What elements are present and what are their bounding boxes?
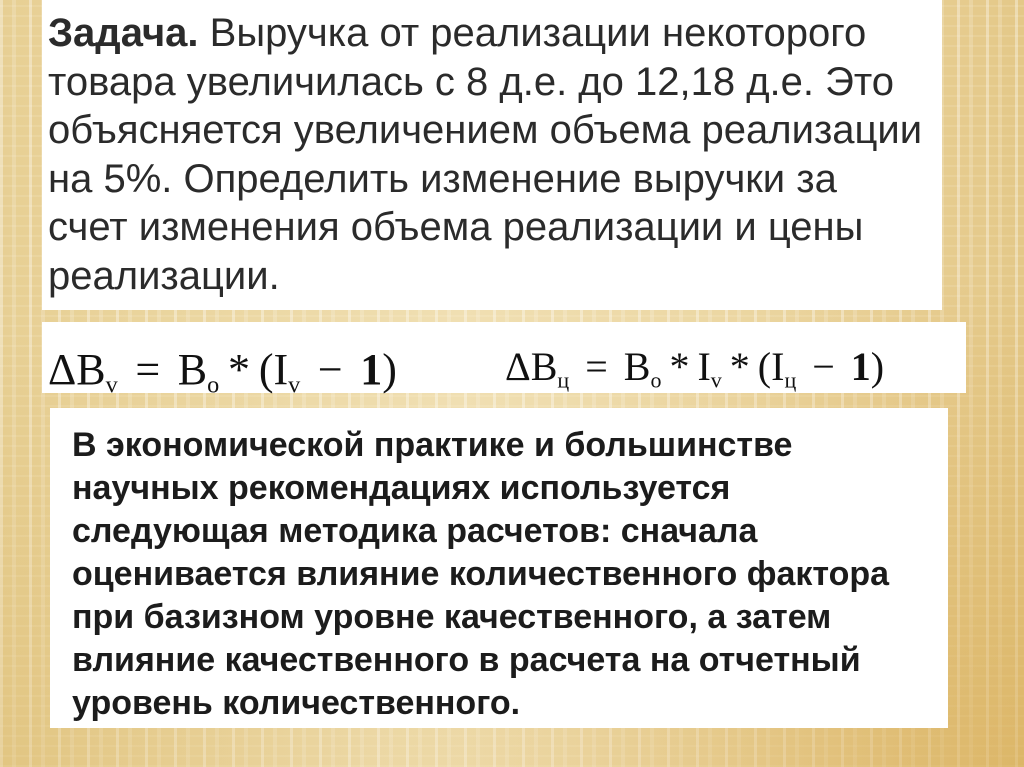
method-line: В экономической практике и большинстве (72, 426, 793, 464)
method-line: влияние качественного в расчета на отчетный (72, 641, 861, 679)
task-line: товара увеличилась с 8 д.е. до 12,18 д.е. Это (48, 59, 894, 104)
method-line: следующая методика расчетов: сначала (72, 512, 758, 550)
multiply-sign: * (669, 344, 690, 389)
one-constant: 1 (850, 344, 871, 389)
base-revenue-symbol: В (177, 345, 208, 394)
one-constant: 1 (360, 345, 383, 394)
minus-sign: − (812, 344, 835, 389)
open-paren: ( (258, 345, 274, 394)
task-line: реализации. (48, 253, 280, 298)
volume-index-subscript: v (710, 367, 722, 393)
revenue-symbol: В (530, 344, 558, 389)
task-line: на 5%. Определить изменение выручки за (48, 156, 837, 201)
equals-sign: = (585, 344, 608, 389)
price-index-symbol: I (771, 344, 785, 389)
task-box (42, 0, 942, 310)
equals-sign: = (135, 345, 161, 394)
method-line: при базизном уровне качественного, а затем (72, 598, 832, 636)
method-box (50, 408, 948, 728)
close-paren: ) (870, 344, 885, 389)
price-index-subscript: ц (784, 367, 797, 393)
volume-subscript: v (105, 371, 118, 399)
multiply-sign: * (228, 345, 251, 394)
base-revenue-symbol: В (623, 344, 651, 389)
task-label: Задача. (48, 11, 199, 55)
close-paren: ) (382, 345, 397, 394)
index-subscript: v (288, 371, 301, 399)
formula-volume-change (48, 343, 397, 398)
revenue-symbol: В (76, 345, 106, 394)
price-subscript: ц (557, 367, 570, 393)
index-symbol: I (273, 345, 289, 394)
minus-sign: − (317, 345, 343, 394)
formula-price-change (505, 340, 884, 394)
method-line: научных рекомендациях используется (72, 469, 731, 507)
base-subscript: o (650, 367, 662, 393)
task-line: объясняется увеличением объема реализации (48, 108, 923, 152)
method-line: уровень количественного. (72, 684, 521, 722)
multiply-sign: * (729, 344, 750, 389)
open-paren: ( (757, 344, 772, 389)
volume-index-symbol: I (697, 344, 711, 389)
delta-symbol: Δ (48, 345, 77, 394)
base-subscript: o (207, 371, 220, 399)
method-line: оценивается влияние количественного фактора (72, 555, 890, 593)
task-line: счет изменения объема реализации и цены (48, 205, 864, 249)
delta-symbol: Δ (505, 344, 531, 389)
task-line (48, 9, 942, 58)
task-text: Выручка от реализации некоторого (209, 11, 867, 55)
